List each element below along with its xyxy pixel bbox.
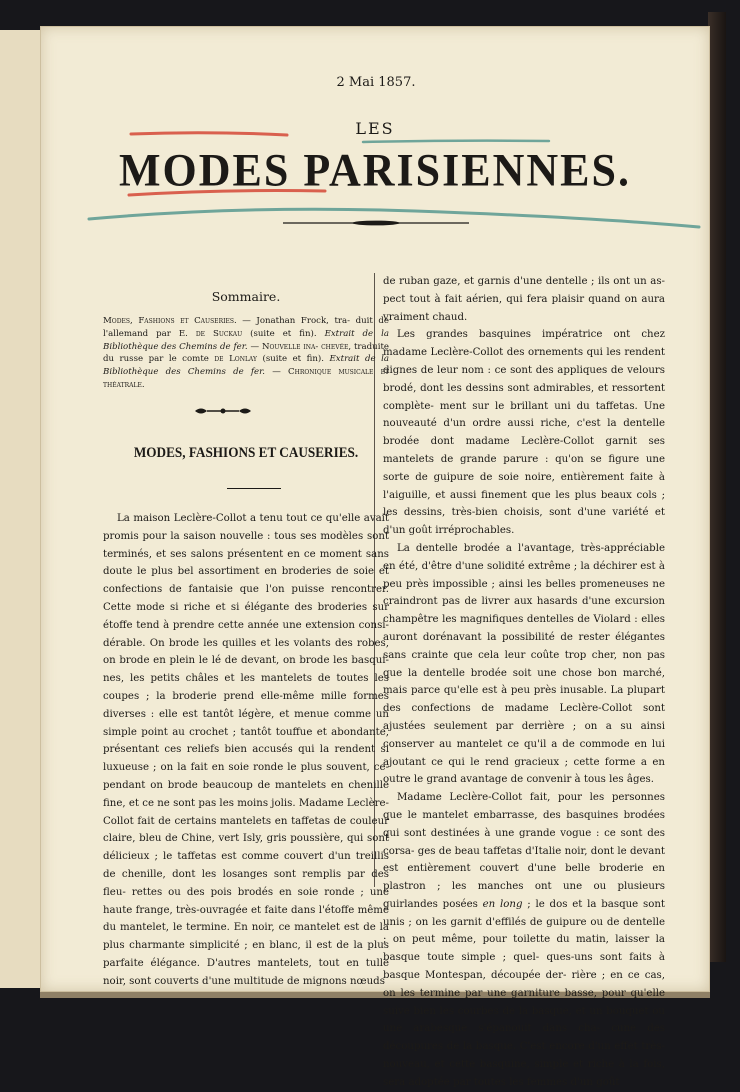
paragraph-part: Madame Leclère-Collot fait, pour les personnes que le mantelet embarrasse, des basquines brodées qui sont destinées à une grande vogue : ce sont des corsa- ges de beau taffetas d'Italie noir, dont le devant est entièrement couvert d'une belle broderie en plastron ; les manches ont une ou plusieurs guirlandes posées <box>383 792 665 910</box>
red-pencil-stroke-bottom <box>127 187 327 199</box>
paragraph: de ruban gaze, et garnis d'une dentelle ; ils ont un as- pect tout à fait aérien, qui fera plaisir quand on aura vraiment chaud. <box>383 276 665 323</box>
section-title: MODES, FASHIONS ET CAUSERIES. <box>133 445 359 461</box>
sommaire-part: (suite et fin). <box>242 328 325 339</box>
sommaire-part: — Jonathan Frock, tra- duit de l'allemand par E. <box>103 316 389 339</box>
sommaire-body <box>103 315 389 392</box>
book-spine <box>708 12 726 962</box>
sommaire-part: de Suckau <box>195 328 243 339</box>
paragraph: La dentelle brodée a l'avantage, très-appréciable en été, d'être d'une solidité extrême ; la déchirer est à peu près impossible ; ainsi les belles promeneuses ne craindront pas de livrer aux hasards d'une excursion champêtre les magnifiques dentelles de Violard : elles auront dorénavant la possibilité de rester élégantes sans crainte que cela leur coûte trop cher, non pas que la dentelle brodée soit une chose bon marché, mais parce qu'elle est à peu près inusable. La plupart des confections de madame Leclère-Collot sont ajustées seulement par derrière ; on a su ainsi conserver au mantelet ce qu'il a de commode en lui ajoutant ce qui le rend gracieux ; cette forme a en outre le grand avantage de convenir à tous les âges. <box>383 542 665 786</box>
sommaire-part: traduite du russe par le comte <box>103 341 389 365</box>
title-rule-ornament <box>281 217 471 229</box>
sommaire-part: Modes, Fashions et Causeries. <box>103 316 237 326</box>
paragraph: Les grandes basquines impératrice ont chez madame Leclère-Collot des ornements qui les rendent dignes de leur nom : ce sont des appliques de velours brodé, dont les dessins sont admirables, et ressortent complète- ment sur le brillant uni du taffetas. Une nouveauté d'un ordre aussi riche, c'est la dentelle brodée dont madame Leclère-Collot garnit ses mantelets de grande parure : qu'on se figure une sorte de guipure de soie noire, entièrement faite à l'aiguille, et aussi finement que les plus beaux cols ; les dessins, très-bien choisis, sont d'une variété et d'un goût irréprochables. <box>383 329 665 537</box>
page <box>40 26 710 1088</box>
article-left-column: La maison Leclère-Collot a tenu tout ce qu'elle avait promis pour la saison nouvelle : tous ses modèles sont terminés, et ses salons présentent en ce moment sans doute le plus bel assortiment en broderies de soie et confections de fantaisie que l'on puisse rencontrer. Cette mode si riche et si élégante des broderies sur étoffe tend à prendre cette année une extension consi- dérable. On brode les quilles et les volants des robes, on brode en plein le lé de devant, on brode les basqui- nes, les petits châles et les mantelets de toutes les coupes ; la broderie prend elle-même mille formes diverses : elle est tantôt légère, et menue comme un simple point au crochet ; tantôt touffue et abondante, présentant ces reliefs bien accusés qui la rendent si luxueuse ; on la fait en soie ronde le plus souvent, ce- pendant on brode beaucoup de mantelets en chenille fine, et ce ne sont pas les moins jolis. Madame Leclère- Collot fait de certains mantelets en taffetas de couleur claire, bleu de Chine, vert Isly, gris poussière, qui sont délicieux ; le taffetas est comme couvert d'un treillis de chenille, dont les losanges sont remplis par des fleu- rettes ou des pois brodés en soie ronde ; une haute frange, très-ouvragée et faite dans l'étoffe même du mantelet, le termine. En noir, ce mantelet est de la plus charmante simplicité ; en blanc, il est de la plus parfaite élégance. D'autres mantelets, tout en tulle noir, sont couverts d'une multitude de mignons nœuds <box>103 513 389 987</box>
fleuron-ornament <box>191 405 255 417</box>
paragraph-part: en long <box>482 898 523 910</box>
article-right-column <box>383 273 665 1092</box>
paragraph-part: ; le dos et la basque sont unis ; on les garnit d'effilés de guipure ou de dentelle ; on peut même, pour toilette du matin, laisser la basque toute simple ; quel- ques-uns sont faits à basque Montespan, découpée der- rière ; en ce cas, on les termine par une garniture basse, pour qu'elle suive bien les courbes de la basque, et un bouquet ou une arabesque s'épanouit dans cha- cune des découpures de la basque. C'est encore d'un effet très-nouveau, et cette basquine, simple et riche à la fois, sera adoptée par toutes les femmes d'un goût <box>383 898 665 1088</box>
section-rule <box>227 488 281 489</box>
masthead-title: MODES PARISIENNES. <box>119 144 631 197</box>
sommaire-part: — Chronique musicale et théatrale. <box>103 367 389 390</box>
sommaire-heading: Sommaire. <box>211 289 281 304</box>
paragraph <box>383 789 665 1092</box>
sommaire-part: — Nouvelle ina- chevée, <box>247 341 352 352</box>
sommaire-part: de Lonlay <box>214 354 257 365</box>
masthead-les: LES <box>355 119 395 138</box>
sommaire-part: Extrait de la Bibliothèque des Chemins de fer. <box>103 354 389 378</box>
sommaire-part: Extrait de la Bibliothèque des Chemins de fer. <box>103 328 389 352</box>
issue-date: 2 Mai 1857. <box>336 75 416 90</box>
sommaire-part: (suite et fin). <box>256 354 330 365</box>
